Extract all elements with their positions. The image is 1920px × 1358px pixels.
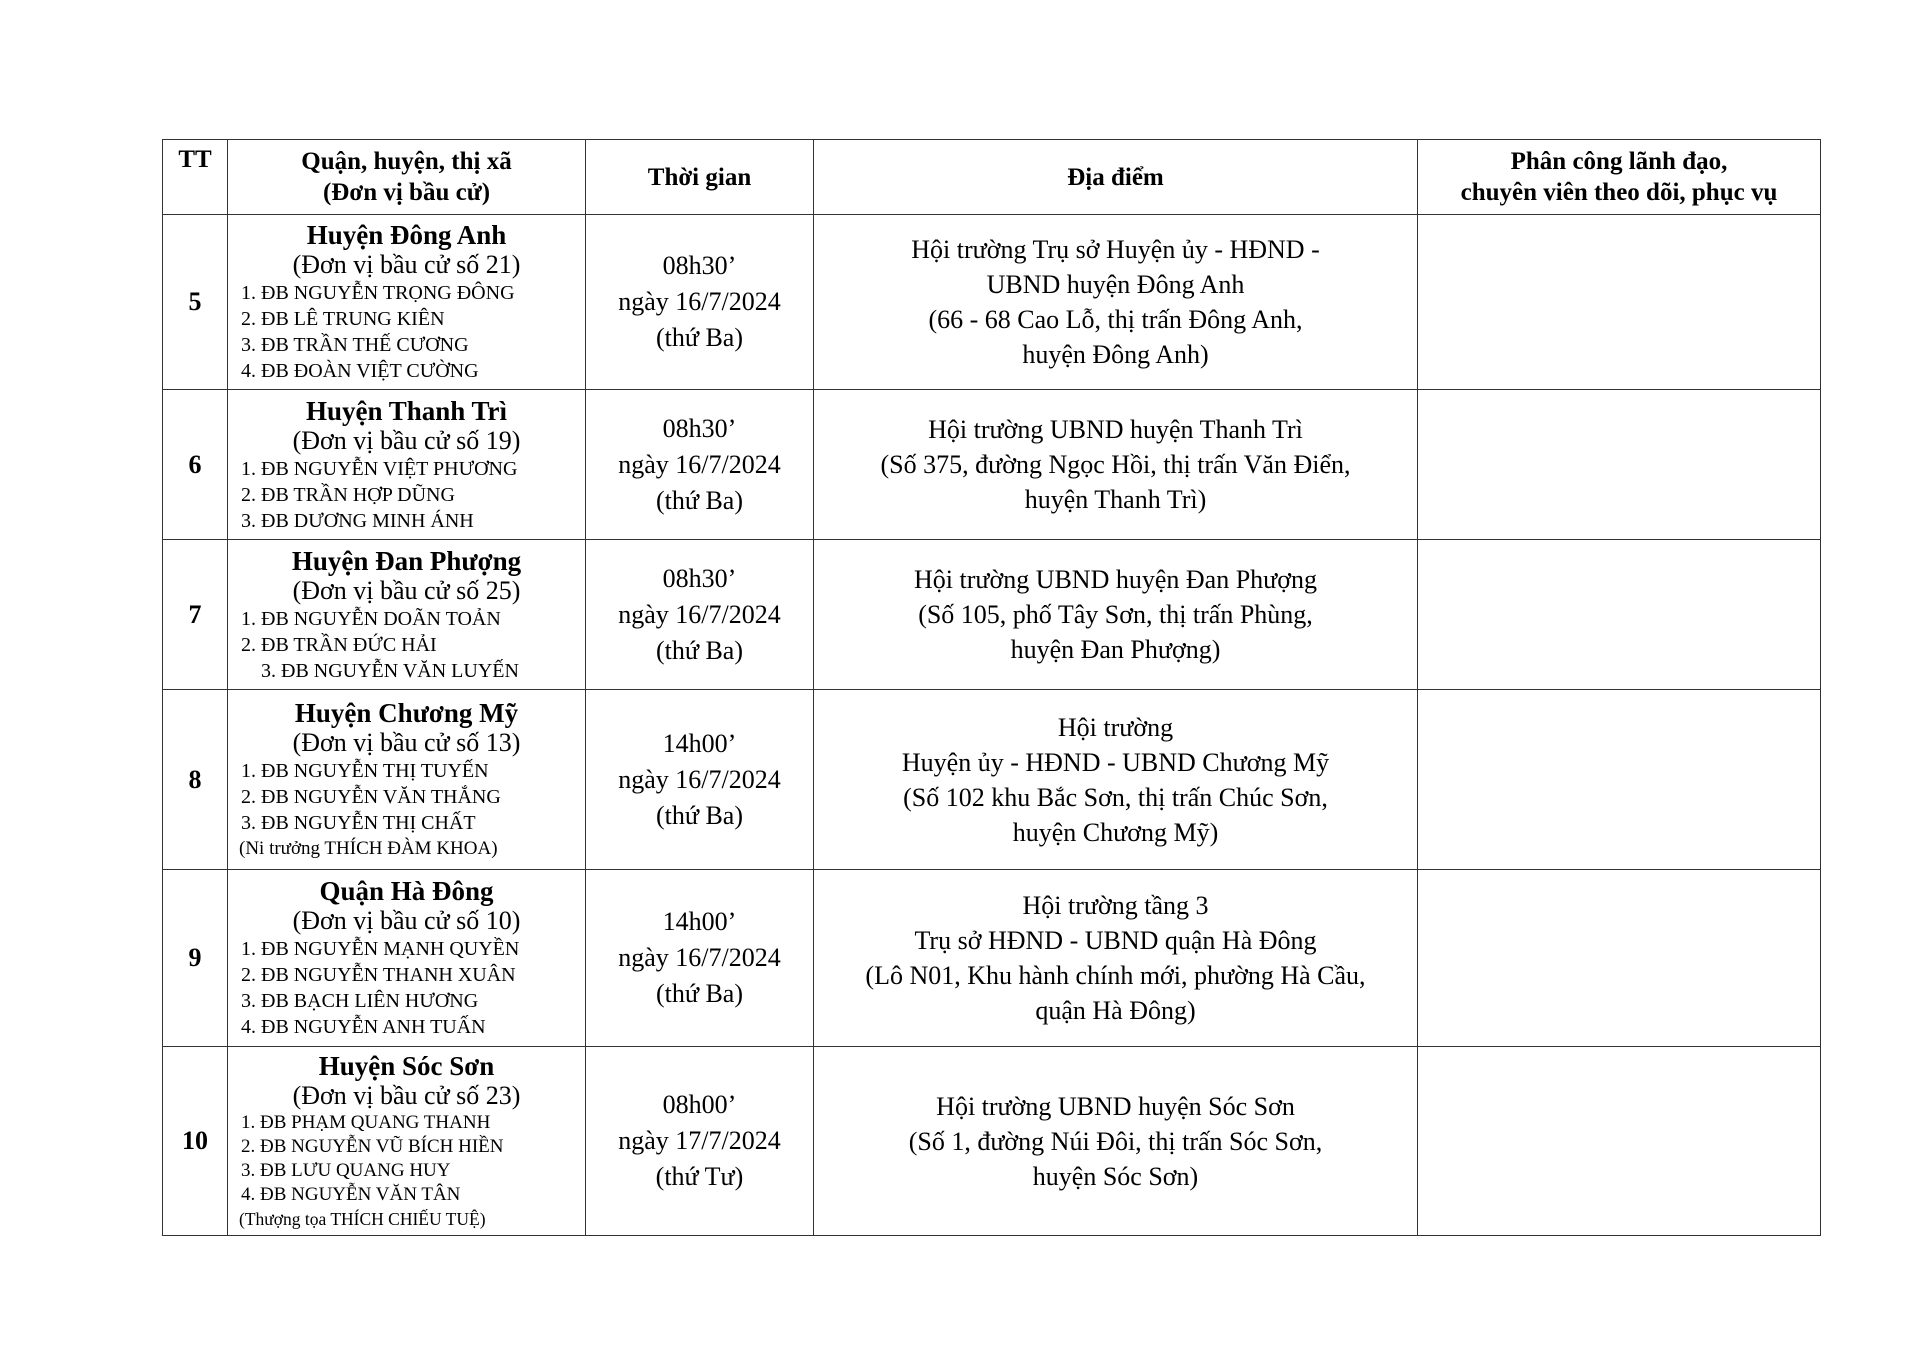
time-weekday: (thứ Ba) bbox=[655, 979, 743, 1008]
delegate-note: (Ni trưởng THÍCH ĐÀM KHOA) bbox=[239, 837, 498, 859]
delegate-item: 3. ĐB NGUYỄN VĂN LUYẾN bbox=[261, 659, 519, 682]
delegate-item: 2. ĐB NGUYỄN THANH XUÂN bbox=[241, 964, 516, 986]
unit-subtitle: (Đơn vị bầu cử số 21) bbox=[292, 250, 521, 279]
place-line: huyện Chương Mỹ) bbox=[1012, 817, 1219, 847]
place-cell bbox=[814, 1047, 1418, 1236]
row-number-label: 9 bbox=[188, 943, 202, 972]
row-number bbox=[163, 690, 228, 870]
place-line: Hội trường UBND huyện Thanh Trì bbox=[928, 415, 1303, 444]
place-line: Hội trường Trụ sở Huyện ủy - HĐND - bbox=[911, 235, 1320, 264]
unit-name: Huyện Đan Phượng bbox=[291, 545, 522, 576]
place-line: Trụ sở HĐND - UBND quận Hà Đông bbox=[914, 926, 1317, 955]
header-time bbox=[586, 140, 814, 215]
time-cell bbox=[586, 540, 814, 690]
time-date: ngày 16/7/2024 bbox=[618, 449, 781, 479]
delegate-item: 3. ĐB TRẦN THẾ CƯƠNG bbox=[241, 334, 469, 356]
assignment-cell bbox=[1418, 390, 1821, 540]
delegate-item: 4. ĐB NGUYỄN VĂN TÂN bbox=[241, 1184, 461, 1205]
assignment-cell bbox=[1418, 215, 1821, 390]
place-line: quận Hà Đông) bbox=[1035, 996, 1196, 1025]
time-cell bbox=[586, 690, 814, 870]
table-row bbox=[163, 870, 1821, 1047]
place-line: Hội trường bbox=[1057, 712, 1174, 742]
unit-name: Huyện Thanh Trì bbox=[305, 395, 508, 426]
time-cell bbox=[586, 1047, 814, 1236]
time-date: ngày 16/7/2024 bbox=[618, 599, 781, 629]
row-number bbox=[163, 870, 228, 1047]
time-weekday: (thứ Tư) bbox=[655, 1162, 744, 1191]
place-line: huyện Đan Phượng) bbox=[1010, 635, 1221, 664]
unit-subtitle: (Đơn vị bầu cử số 23) bbox=[292, 1081, 521, 1110]
delegate-item: 2. ĐB TRẦN HỢP DŨNG bbox=[241, 483, 455, 506]
table-row bbox=[163, 215, 1821, 390]
delegate-item: 3. ĐB BẠCH LIÊN HƯƠNG bbox=[241, 990, 479, 1012]
delegate-item: 2. ĐB LÊ TRUNG KIÊN bbox=[241, 308, 445, 330]
place-line: UBND huyện Đông Anh bbox=[986, 270, 1245, 299]
place-line: (Số 375, đường Ngọc Hồi, thị trấn Văn Điển, bbox=[880, 450, 1351, 479]
delegate-item: 4. ĐB ĐOÀN VIỆT CƯỜNG bbox=[241, 360, 479, 382]
time-date: ngày 16/7/2024 bbox=[618, 287, 781, 316]
time-hour: 14h00’ bbox=[662, 728, 737, 758]
place-cell bbox=[814, 215, 1418, 390]
place-line: Hội trường UBND huyện Đan Phượng bbox=[913, 565, 1318, 594]
time-weekday: (thứ Ba) bbox=[655, 323, 743, 352]
electoral-unit-cell bbox=[228, 870, 586, 1047]
assignment-cell bbox=[1418, 1047, 1821, 1236]
electoral-unit-cell bbox=[228, 1047, 586, 1236]
time-cell bbox=[586, 870, 814, 1047]
delegate-item: 1. ĐB PHẠM QUANG THANH bbox=[241, 1112, 491, 1133]
delegate-item: 2. ĐB NGUYỄN VŨ BÍCH HIỀN bbox=[241, 1136, 504, 1157]
row-number-label: 5 bbox=[188, 287, 202, 316]
unit-subtitle: (Đơn vị bầu cử số 10) bbox=[292, 906, 521, 935]
delegate-item: 2. ĐB TRẦN ĐỨC HẢI bbox=[241, 633, 437, 656]
electoral-unit-cell bbox=[228, 390, 586, 540]
time-cell bbox=[586, 215, 814, 390]
time-date: ngày 17/7/2024 bbox=[618, 1126, 781, 1155]
unit-name: Quận Hà Đông bbox=[319, 876, 494, 906]
header-unit bbox=[228, 140, 586, 215]
time-weekday: (thứ Ba) bbox=[655, 635, 743, 665]
schedule-table bbox=[162, 139, 1821, 1236]
header-assign-line2: chuyên viên theo dõi, phục vụ bbox=[1460, 179, 1778, 206]
place-line: (66 - 68 Cao Lỗ, thị trấn Đông Anh, bbox=[928, 305, 1303, 334]
place-line: (Số 1, đường Núi Đôi, thị trấn Sóc Sơn, bbox=[908, 1126, 1323, 1156]
place-line: (Số 102 khu Bắc Sơn, thị trấn Chúc Sơn, bbox=[903, 782, 1328, 812]
header-unit-line1: Quận, huyện, thị xã bbox=[301, 148, 512, 175]
assignment-cell bbox=[1418, 690, 1821, 870]
electoral-unit-cell bbox=[228, 690, 586, 870]
time-hour: 08h00’ bbox=[662, 1090, 737, 1119]
row-number bbox=[163, 540, 228, 690]
delegate-item: 3. ĐB DƯƠNG MINH ÁNH bbox=[241, 509, 474, 532]
time-weekday: (thứ Ba) bbox=[655, 800, 743, 830]
table-row bbox=[163, 1047, 1821, 1236]
place-cell bbox=[814, 390, 1418, 540]
row-number bbox=[163, 1047, 228, 1236]
delegate-item: 1. ĐB NGUYỄN MẠNH QUYỀN bbox=[241, 938, 520, 960]
row-number bbox=[163, 215, 228, 390]
place-line: Huyện ủy - HĐND - UBND Chương Mỹ bbox=[901, 747, 1330, 777]
unit-name: Huyện Sóc Sơn bbox=[318, 1051, 495, 1081]
time-hour: 08h30’ bbox=[662, 251, 737, 280]
time-hour: 08h30’ bbox=[662, 563, 737, 593]
electoral-unit-cell bbox=[228, 540, 586, 690]
header-place-label: Địa điểm bbox=[1067, 163, 1164, 191]
delegate-item: 1. ĐB NGUYỄN TRỌNG ĐÔNG bbox=[241, 282, 515, 304]
header-assign-line1: Phân công lãnh đạo, bbox=[1510, 148, 1728, 175]
row-number-label: 6 bbox=[188, 449, 202, 479]
header-place bbox=[814, 140, 1418, 215]
place-cell bbox=[814, 540, 1418, 690]
delegate-item: 4. ĐB NGUYỄN ANH TUẤN bbox=[241, 1016, 486, 1038]
table-row bbox=[163, 540, 1821, 690]
place-line: (Số 105, phố Tây Sơn, thị trấn Phùng, bbox=[918, 600, 1313, 629]
delegate-item: 2. ĐB NGUYỄN VĂN THẮNG bbox=[241, 785, 501, 808]
unit-name: Huyện Đông Anh bbox=[306, 220, 507, 250]
header-row bbox=[163, 140, 1821, 215]
unit-name: Huyện Chương Mỹ bbox=[294, 697, 519, 728]
assignment-cell bbox=[1418, 870, 1821, 1047]
header-assign bbox=[1418, 140, 1821, 215]
table-row bbox=[163, 690, 1821, 870]
unit-subtitle: (Đơn vị bầu cử số 19) bbox=[292, 425, 521, 455]
place-line: (Lô N01, Khu hành chính mới, phường Hà Cầu, bbox=[865, 961, 1366, 990]
row-number-label: 8 bbox=[188, 764, 202, 794]
place-cell bbox=[814, 870, 1418, 1047]
place-line: huyện Sóc Sơn) bbox=[1032, 1161, 1199, 1191]
delegate-note: (Thượng tọa THÍCH CHIẾU TUỆ) bbox=[239, 1209, 486, 1229]
time-hour: 14h00’ bbox=[662, 907, 737, 936]
place-cell bbox=[814, 690, 1418, 870]
place-line: Hội trường UBND huyện Sóc Sơn bbox=[936, 1091, 1295, 1121]
place-line: huyện Đông Anh) bbox=[1022, 340, 1209, 369]
time-weekday: (thứ Ba) bbox=[655, 485, 743, 515]
delegate-item: 1. ĐB NGUYỄN THỊ TUYẾN bbox=[241, 759, 489, 782]
time-date: ngày 16/7/2024 bbox=[618, 943, 781, 972]
time-hour: 08h30’ bbox=[662, 413, 737, 443]
assignment-cell bbox=[1418, 540, 1821, 690]
header-tt-label: TT bbox=[178, 146, 212, 173]
header-unit-line2: (Đơn vị bầu cử) bbox=[322, 179, 491, 206]
time-cell bbox=[586, 390, 814, 540]
unit-subtitle: (Đơn vị bầu cử số 13) bbox=[292, 727, 521, 757]
time-date: ngày 16/7/2024 bbox=[618, 764, 781, 794]
place-line: huyện Thanh Trì) bbox=[1024, 485, 1207, 514]
header-tt bbox=[163, 140, 228, 215]
row-number-label: 10 bbox=[182, 1126, 208, 1155]
delegate-item: 3. ĐB NGUYỄN THỊ CHẤT bbox=[241, 811, 476, 834]
row-number-label: 7 bbox=[188, 599, 202, 629]
row-number bbox=[163, 390, 228, 540]
delegate-item: 3. ĐB LƯU QUANG HUY bbox=[241, 1160, 451, 1181]
place-line: Hội trường tầng 3 bbox=[1022, 891, 1209, 920]
delegate-item: 1. ĐB NGUYỄN VIỆT PHƯƠNG bbox=[241, 457, 518, 480]
header-time-label: Thời gian bbox=[647, 163, 752, 191]
electoral-unit-cell bbox=[228, 215, 586, 390]
table-row bbox=[163, 390, 1821, 540]
delegate-item: 1. ĐB NGUYỄN DOÃN TOẢN bbox=[241, 607, 501, 630]
unit-subtitle: (Đơn vị bầu cử số 25) bbox=[292, 575, 521, 605]
